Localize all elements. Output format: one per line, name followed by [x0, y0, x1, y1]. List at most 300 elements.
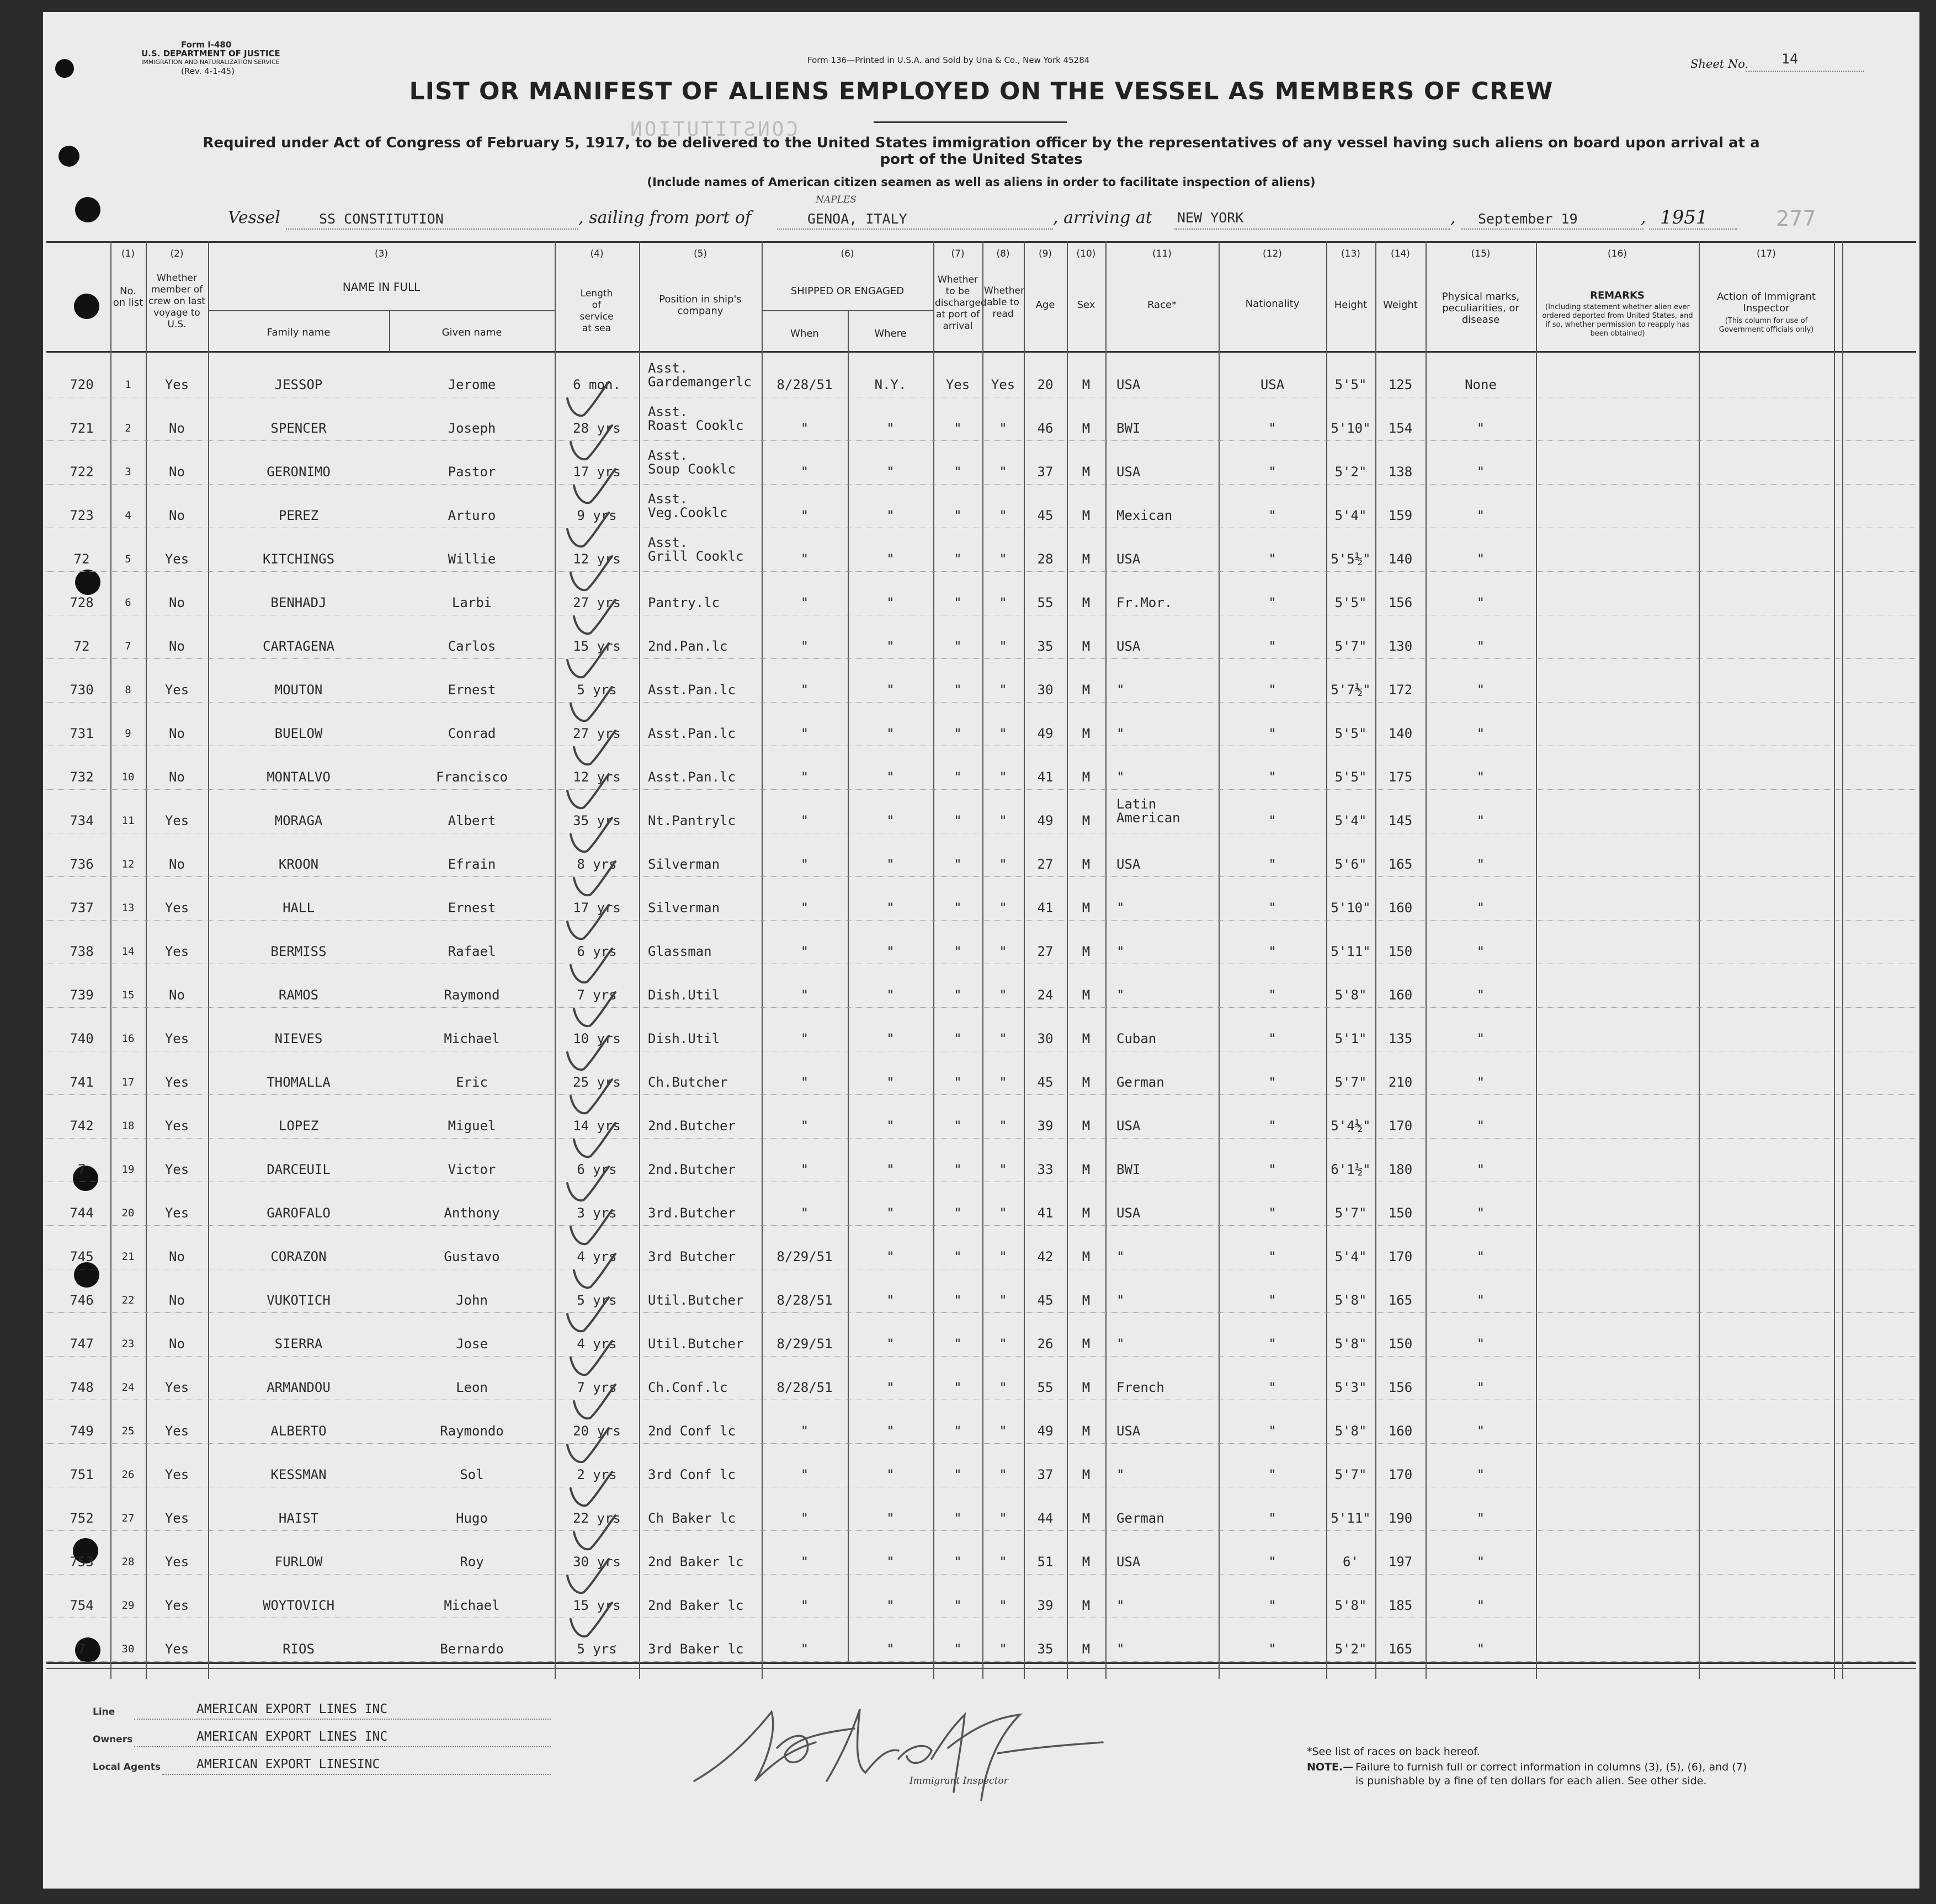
weight: 170: [1388, 1249, 1413, 1264]
header-where: Where: [874, 328, 907, 339]
shipped-when: ": [800, 508, 809, 523]
row-number: 23: [121, 1338, 135, 1350]
shipped-when: 8/29/51: [776, 1336, 833, 1352]
height: 5'8": [1334, 1423, 1367, 1439]
check-mark-icon: [571, 556, 612, 590]
check-mark-icon: [571, 1341, 612, 1375]
race: ": [1116, 682, 1125, 698]
sex: M: [1082, 1380, 1091, 1395]
age: 27: [1037, 857, 1054, 872]
row-number: 28: [121, 1556, 135, 1568]
vessel-name: SS CONSTITUTION: [319, 211, 444, 227]
given-name: Jerome: [448, 377, 496, 392]
weight: 140: [1388, 551, 1413, 567]
able-to-read: ": [999, 1467, 1007, 1482]
service-length: 7 yrs: [577, 987, 617, 1003]
row-number: 1: [125, 379, 131, 391]
family-name: GAROFALO: [267, 1205, 331, 1221]
row-number: 9: [125, 727, 131, 740]
shipped-when: ": [800, 987, 809, 1003]
weight: 138: [1388, 464, 1413, 480]
discharged: ": [954, 944, 962, 959]
physical-marks: ": [1476, 1423, 1485, 1439]
discharged: ": [954, 769, 962, 785]
able-to-read: ": [999, 682, 1007, 698]
prev-voyage: No: [169, 1336, 185, 1352]
shipped-where: ": [886, 1249, 895, 1264]
inspector-label: Immigrant Inspector: [910, 1775, 1008, 1786]
given-name: Efrain: [448, 857, 496, 872]
nationality: ": [1268, 1598, 1277, 1613]
check-mark-icon: [571, 687, 612, 721]
inspector-signature: [689, 1698, 1108, 1803]
ship-position: Silverman: [648, 900, 720, 916]
prev-voyage: No: [169, 857, 185, 872]
family-name: THOMALLA: [267, 1075, 331, 1090]
margin-number: 752: [70, 1511, 94, 1526]
physical-marks: ": [1476, 1162, 1485, 1177]
shipped-where: ": [886, 1293, 895, 1308]
col-num-12: (12): [1263, 248, 1282, 259]
race: USA: [1116, 857, 1141, 872]
col-num-10: (10): [1076, 248, 1096, 259]
height: 5'8": [1334, 1293, 1367, 1308]
line-value: AMERICAN EXPORT LINES INC: [196, 1702, 388, 1716]
family-name: CARTAGENA: [262, 639, 335, 654]
age: 33: [1037, 1162, 1054, 1177]
race: ": [1116, 1467, 1125, 1482]
nationality: ": [1268, 1031, 1277, 1046]
height: 5'7": [1334, 1205, 1367, 1221]
physical-marks: ": [1476, 1118, 1485, 1134]
physical-marks: ": [1476, 1641, 1485, 1657]
sex: M: [1082, 551, 1091, 567]
ship-position: 2nd Baker lc: [648, 1598, 744, 1613]
ship-position: Dish.Util: [648, 1031, 720, 1046]
local-agents-label: Local Agents: [93, 1762, 161, 1773]
service-length: 5 yrs: [577, 1641, 617, 1657]
prev-voyage: Yes: [164, 1423, 189, 1439]
given-name: Conrad: [448, 726, 496, 741]
prev-voyage: No: [169, 726, 185, 741]
check-mark-icon: [567, 382, 609, 416]
able-to-read: ": [999, 900, 1007, 916]
row-number: 17: [121, 1076, 135, 1088]
shipped-when: ": [800, 1511, 809, 1526]
margin-number: 730: [70, 682, 94, 698]
weight: 170: [1388, 1118, 1413, 1134]
check-mark-icon: [571, 1079, 612, 1113]
age: 45: [1037, 1075, 1054, 1090]
height: 5'5": [1334, 595, 1367, 610]
physical-marks: ": [1476, 987, 1485, 1003]
age: 45: [1037, 508, 1054, 523]
margin-number: 745: [70, 1249, 94, 1264]
check-mark-icon: [574, 600, 615, 634]
discharged: Yes: [945, 377, 970, 392]
able-to-read: ": [999, 1118, 1007, 1134]
able-to-read: ": [999, 551, 1007, 567]
shipped-when: ": [800, 1467, 809, 1482]
age: 51: [1037, 1554, 1054, 1570]
ship-position: Ch.Butcher: [648, 1075, 728, 1090]
prev-voyage: Yes: [164, 1598, 189, 1613]
nationality: ": [1268, 1249, 1277, 1264]
row-number: 7: [125, 640, 131, 652]
col-num-7: (7): [951, 248, 965, 259]
row-number: 14: [121, 945, 135, 958]
row-number: 26: [121, 1469, 135, 1481]
able-to-read: ": [999, 1205, 1007, 1221]
shipped-when: ": [800, 595, 809, 610]
header-remarks: REMARKS: [1590, 290, 1645, 301]
race: USA: [1116, 1118, 1141, 1134]
races-note: *See list of races on back hereof.: [1307, 1746, 1480, 1758]
header-race: Race*: [1147, 299, 1177, 311]
margin-number: 747: [70, 1336, 94, 1352]
header-given-name: Given name: [442, 327, 502, 338]
margin-number: 751: [70, 1467, 94, 1482]
nationality: ": [1268, 1554, 1277, 1570]
check-mark-icon: [567, 1036, 609, 1070]
race: German: [1116, 1075, 1164, 1090]
weight: 160: [1388, 1423, 1413, 1439]
given-name: John: [456, 1293, 488, 1308]
weight: 159: [1388, 508, 1413, 523]
owners-label: Owners: [93, 1734, 133, 1745]
given-name: Ernest: [448, 682, 496, 698]
height: 5'5": [1334, 377, 1367, 392]
local-agents-value: AMERICAN EXPORT LINESINC: [196, 1757, 380, 1772]
margin-number: 748: [70, 1380, 94, 1395]
ship-position: Asst.Pan.lc: [648, 726, 736, 741]
given-name: Michael: [444, 1598, 500, 1613]
sex: M: [1082, 682, 1091, 698]
margin-number: 7: [77, 1162, 86, 1177]
col-num-17: (17): [1757, 248, 1776, 259]
sex: M: [1082, 813, 1091, 828]
able-to-read: ": [999, 1423, 1007, 1439]
margin-number: 720: [70, 377, 94, 392]
able-to-read: ": [999, 944, 1007, 959]
margin-number: 742: [70, 1118, 94, 1134]
given-name: Pastor: [448, 464, 496, 480]
family-name: HALL: [283, 900, 315, 916]
age: 55: [1037, 1380, 1054, 1395]
shipped-when: ": [800, 1075, 809, 1090]
row-number: 27: [121, 1512, 135, 1524]
able-to-read: ": [999, 857, 1007, 872]
subtitle-3: (Include names of American citizen seamen as well as aliens in order to facilitate inspection of aliens): [647, 175, 1316, 189]
given-name: Victor: [448, 1162, 496, 1177]
margin-number: 72: [73, 639, 90, 654]
height: 6': [1343, 1554, 1359, 1570]
service-length: 25 yrs: [573, 1075, 621, 1090]
shipped-when: ": [800, 944, 809, 959]
able-to-read: ": [999, 1380, 1007, 1395]
shipped-when: ": [800, 682, 809, 698]
prev-voyage: Yes: [164, 1641, 189, 1657]
sex: M: [1082, 1205, 1091, 1221]
able-to-read: Yes: [991, 377, 1015, 392]
able-to-read: ": [999, 464, 1007, 480]
service-length: 28 yrs: [573, 421, 621, 436]
service-length: 15 yrs: [573, 1598, 621, 1613]
ship-position: Util.Butcher: [648, 1336, 744, 1352]
prev-voyage: No: [169, 1293, 185, 1308]
sex: M: [1082, 1554, 1091, 1570]
service-length: 17 yrs: [573, 464, 621, 480]
physical-marks: ": [1476, 551, 1485, 567]
check-mark-icon: [574, 1385, 615, 1418]
weight: 165: [1388, 1293, 1413, 1308]
family-name: KROON: [278, 857, 319, 872]
row-number: 10: [121, 771, 135, 783]
nationality: ": [1268, 1293, 1277, 1308]
height: 5'5": [1334, 769, 1367, 785]
given-name: Ernest: [448, 900, 496, 916]
sheet-label: Sheet No.: [1690, 57, 1749, 71]
ship-position: Asst. Soup Cooklc: [648, 448, 736, 477]
header-able-to-read: Whether able to read: [984, 285, 1024, 320]
shipped-when: ": [800, 857, 809, 872]
family-name: LOPEZ: [278, 1118, 319, 1134]
shipped-where: ": [886, 1598, 895, 1613]
weight: 170: [1388, 1467, 1413, 1482]
service-length: 30 yrs: [573, 1554, 621, 1570]
weight: 125: [1388, 377, 1413, 392]
discharged: ": [954, 1511, 962, 1526]
owners-value: AMERICAN EXPORT LINES INC: [196, 1730, 388, 1744]
col-num-14: (14): [1391, 248, 1410, 259]
service-length: 12 yrs: [573, 769, 621, 785]
nationality: ": [1268, 551, 1277, 567]
note-line-1: Failure to furnish full or correct information in columns (3), (5), (6), and (7): [1355, 1761, 1747, 1773]
shipped-where: ": [886, 1423, 895, 1439]
shipped-where: ": [886, 1031, 895, 1046]
height: 5'2": [1334, 1641, 1367, 1657]
discharged: ": [954, 464, 962, 480]
shipped-where: ": [886, 769, 895, 785]
given-name: Eric: [456, 1075, 488, 1090]
prev-voyage: Yes: [164, 682, 189, 698]
ship-position: Dish.Util: [648, 987, 720, 1003]
header-position: Position in ship's company: [659, 294, 742, 317]
height: 5'7": [1334, 639, 1367, 654]
check-mark-icon: [571, 949, 612, 982]
age: 30: [1037, 1031, 1054, 1046]
able-to-read: ": [999, 813, 1007, 828]
given-name: Joseph: [448, 421, 496, 436]
height: 5'8": [1334, 987, 1367, 1003]
service: IMMIGRATION AND NATURALIZATION SERVICE: [141, 58, 280, 66]
prev-voyage: No: [169, 987, 185, 1003]
able-to-read: ": [999, 1293, 1007, 1308]
col-num-8: (8): [996, 248, 1010, 259]
nationality: ": [1268, 1423, 1277, 1439]
col-num-4: (4): [590, 248, 604, 259]
race: German: [1116, 1511, 1164, 1526]
printer-line: Form 136—Printed in U.S.A. and Sold by Una & Co., New York 45284: [807, 55, 1090, 65]
height: 5'6": [1334, 857, 1367, 872]
row-number: 22: [121, 1294, 135, 1306]
given-name: Carlos: [448, 639, 496, 654]
race: ": [1116, 987, 1125, 1003]
col-num-13: (13): [1341, 248, 1360, 259]
margin-number: 72: [73, 551, 90, 567]
note-line-2: is punishable by a fine of ten dollars for each alien. See other side.: [1355, 1775, 1707, 1787]
check-mark-icon: [571, 818, 612, 852]
margin-number: 732: [70, 769, 94, 785]
race: Cuban: [1116, 1031, 1157, 1046]
prev-voyage: Yes: [164, 551, 189, 567]
physical-marks: ": [1476, 421, 1485, 436]
physical-marks: ": [1476, 1075, 1485, 1090]
shipped-when: ": [800, 726, 809, 741]
given-name: Arturo: [448, 508, 496, 523]
col-num-2: (2): [170, 248, 184, 259]
header-shipped-engaged: SHIPPED OR ENGAGED: [790, 285, 905, 297]
service-length: 27 yrs: [573, 595, 621, 610]
given-name: Sol: [460, 1467, 484, 1482]
prev-voyage: Yes: [164, 1511, 189, 1526]
discharged: ": [954, 1118, 962, 1134]
family-name: HAIST: [278, 1511, 319, 1526]
nationality: ": [1268, 987, 1277, 1003]
family-name: ARMANDOU: [267, 1380, 331, 1395]
manifest-sheet: Form I-480 U.S. DEPARTMENT OF JUSTICE IMMIGRATION AND NATURALIZATION SERVICE (Rev. 4-1-45) Form 136—Printed in U.S.A. and Sold by Una & Co., New York 45284 Sheet No. 14 LIST OR MANIFEST OF ALIENS EMPLOYED ON THE VESSEL AS MEMBERS OF CREW CONSTITUTION Required under Act of Congress of February 5, 1917, to be delivered to the United States immigration officer by the representatives of any vessel having such aliens on board upon arrival at a port of the United States (Include names of American citizen seamen as well as aliens in order to facilitate inspection of aliens) Vessel SS CONSTITUTION , sailing from port of NAPLES GENOA, ITALY , arriving at NEW YORK , September 19 , 1951 277 (1) (2) (3) (4) (5) (6) (7) (8) (9) (10) (11) (12) (13) (14) (15) (16) (17) No. on list Whether member of crew on last voyage to U.S. NAME IN FULL Family name Given name Length of service at sea Position in ship's company SHIPPED OR ENGAGED When Where Whether to be discharged at port of arrival Whether able to read Age Sex Race* Nationality Height Weight Physical marks, peculiarities, or disease REMARKS (Including statement whether alien ever ordered deported from United States, and if so, whether permission to reapply has been obtained) Action of Immigrant Inspector (This column for use of Government officials only) 720 1 Yes JESSOP Jerome 6 mon. Asst. Gardemangerlc 8/28/51 N.Y. Yes Yes 20 M USA USA 5'5" 125 None 721 2 No SPENCER Joseph 28 yrs Asst. Roast Cooklc " " " " 46 M BWI " 5'10" 154 " 722 3 No GERONIMO Pastor 17 yrs Asst. Soup Cooklc " " " " 37 M USA " 5'2" 138 " 723 4 No PEREZ Arturo 9 yrs Asst. Veg.Cooklc " " " " 45 M Mexican " 5'4" 159 " 72 5 Yes KITCHINGS Willie 12 yrs Asst. Grill Cooklc " " " " 28 M USA " 5'5½" 140 " 728 6 No BENHADJ Larbi 27 yrs Pantry.lc " " " " 55 M Fr.Mor. " 5'5" 156 " 72 7 No CARTAGENA Carlos 15 yrs 2nd.Pan.lc " " " " 35 M USA " 5'7" 130 " 730 8 Yes MOUTON Ernest 5 yrs Asst.Pan.lc " " " " 30 M " " 5'7½" 172 " 731 9 No BUELOW Conrad 27 yrs Asst.Pan.lc " " " " 49 M " " 5'5" 140 " 732 10 No MONTALVO Francisco 12 yrs Asst.Pan.lc " " " " 41 M " " 5'5" 175 " 734 11 Yes MORAGA Albert 35 yrs Nt.Pantrylc " " " " 49 M Latin American " 5'4" 145 " 736 12 No KROON Efrain 8 yrs Silverman " " " " 27 M USA " 5'6" 165 " 737 13 Yes HALL Ernest 17 yrs Silverman " " " " 41 M " " 5'10" 160 " 738 14 Yes BERMISS Rafael 6 yrs Glassman " " " " 27 M " " 5'11" 150 " 739 15 No RAMOS Raymond 7 yrs Dish.Util " " " " 24 M " " 5'8" 160 " 740 16 Yes NIEVES Michael 10 yrs Dish.Util " " " " 30 M Cuban " 5'1" 135 " 741 17 Yes THOMALLA Eric 25 yrs Ch.Butcher " " " " 45 M German " 5'7" 210 " 742 18 Yes LOPEZ Miguel 14 yrs 2nd.Butcher " " " " 39 M USA " 5'4½" 170 " 7 19 Yes DARCEUIL Victor 6 yrs 2nd.Butcher " " " " 33 M BWI " 6'1½" 180 " 744 20 Yes GAROFALO Anthony 3 yrs 3rd.Butcher " " " " 41 M USA " 5'7" 150 " 745 21 No CORAZON Gustavo 4 yrs 3rd Butcher 8/29/51 " " " 42 M " " 5'4" 170 " 746 22 No VUKOTICH John 5 yrs Util.Butcher 8/28/51 " " " 45 M " " 5'8" 165 " 747 23 No SIERRA Jose 4 yrs Util.Butcher 8/29/51 " " " 26 M " " 5'8" 150 " 748 24 Yes ARMANDOU Leon 7 yrs Ch.Conf.lc 8/28/51 " " " 55 M French " 5'3" 156 " 749 25 Yes ALBERTO Raymondo 20 yrs 2nd Conf lc " " " " 49 M USA " 5'8" 160 " 751 26 Yes KESSMAN Sol 2 yrs 3rd Conf lc " " " " 37 M " " 5'7" 170 " 752 27 Yes HAIST Hugo 22 yrs Ch Baker lc " " " " 44 M German " 5'11" 190 " 753 28 Yes FURLOW Roy 30 yrs 2nd Baker lc " " " " 51 M USA " 6' 197 " 754 29 Yes WOYTOVICH Michael 15 yrs 2nd Baker lc " " " " 39 M " " 5'8" 185 " 7 30 Yes RIOS Bernardo 5 yrs 3rd Baker lc " " " " 35 M " " 5'2" 165 " Line AMERICAN EXPORT LINES INC Owners AMERICAN EXPORT LINES INC Local Agents AMERICAN EXPORT LINESINC Immigrant Inspector *See list of races on back hereof. NOTE.— Failure to furnish full or correct information in columns (3), (5), (6), and (7) is punishable by a fine of ten dollars for each alien. See other side.: [43, 12, 1919, 1889]
prev-voyage: No: [169, 508, 185, 523]
service-length: 8 yrs: [577, 857, 617, 872]
service-length: 5 yrs: [577, 682, 617, 698]
col-num-3: (3): [374, 248, 389, 259]
race: USA: [1116, 464, 1141, 480]
arrival-date: September 19: [1478, 211, 1578, 227]
race: ": [1116, 1598, 1125, 1613]
prev-voyage: Yes: [164, 900, 189, 916]
header-nationality: Nationality: [1245, 298, 1300, 310]
nationality: USA: [1260, 377, 1285, 392]
check-mark-icon: [574, 1254, 615, 1288]
shipped-where: ": [886, 639, 895, 654]
given-name: Roy: [460, 1554, 484, 1570]
sex: M: [1082, 769, 1091, 785]
prev-voyage: Yes: [164, 1075, 189, 1090]
height: 5'4": [1334, 1249, 1367, 1264]
race: Latin American: [1116, 796, 1180, 826]
prev-voyage: No: [169, 639, 185, 654]
service-length: 2 yrs: [577, 1467, 617, 1482]
age: 55: [1037, 595, 1054, 610]
age: 37: [1037, 1467, 1054, 1482]
family-name: MONTALVO: [267, 769, 331, 785]
punch-hole: [75, 570, 100, 595]
service-length: 14 yrs: [573, 1118, 621, 1134]
nationality: ": [1268, 900, 1277, 916]
ship-position: Util.Butcher: [648, 1293, 744, 1308]
row-number: 16: [121, 1033, 135, 1045]
col-num-9: (9): [1038, 248, 1052, 259]
race: USA: [1116, 1554, 1141, 1570]
prev-voyage: Yes: [164, 1031, 189, 1046]
ship-position: Silverman: [648, 857, 720, 872]
margin-number: 723: [70, 508, 94, 523]
given-name: Gustavo: [444, 1249, 500, 1264]
shipped-when: ": [800, 1423, 809, 1439]
able-to-read: ": [999, 639, 1007, 654]
height: 5'7": [1334, 1075, 1367, 1090]
family-name: KESSMAN: [270, 1467, 327, 1482]
shipped-where: ": [886, 857, 895, 872]
discharged: ": [954, 1641, 962, 1657]
race: ": [1116, 1293, 1125, 1308]
given-name: Anthony: [444, 1205, 500, 1221]
physical-marks: ": [1476, 639, 1485, 654]
sex: M: [1082, 1249, 1091, 1264]
ship-position: Asst. Gardemangerlc: [648, 360, 752, 390]
able-to-read: ": [999, 1641, 1007, 1657]
age: 45: [1037, 1293, 1054, 1308]
given-name: Albert: [448, 813, 496, 828]
sex: M: [1082, 1467, 1091, 1482]
sex: M: [1082, 1293, 1091, 1308]
check-mark-icon: [574, 861, 615, 895]
shipped-when: 8/29/51: [776, 1249, 833, 1264]
punch-hole: [75, 197, 100, 222]
discharged: ": [954, 639, 962, 654]
sex: M: [1082, 1118, 1091, 1134]
row-number: 4: [125, 509, 131, 522]
weight: 150: [1388, 1205, 1413, 1221]
form-number: Form I-480: [181, 40, 232, 50]
family-name: PEREZ: [278, 508, 319, 523]
weight: 210: [1388, 1075, 1413, 1090]
height: 5'5": [1334, 726, 1367, 741]
row-number: 12: [121, 858, 135, 870]
height: 5'3": [1334, 1380, 1367, 1395]
height: 5'10": [1331, 421, 1371, 436]
service-length: 6 yrs: [577, 944, 617, 959]
header-name-in-full: NAME IN FULL: [342, 280, 421, 294]
nationality: ": [1268, 1511, 1277, 1526]
given-name: Leon: [456, 1380, 488, 1395]
ship-position: Asst.Pan.lc: [648, 769, 736, 785]
shipped-when: ": [800, 813, 809, 828]
shipped-where: ": [886, 508, 895, 523]
able-to-read: ": [999, 1162, 1007, 1177]
race: USA: [1116, 1205, 1141, 1221]
shipped-when: 8/28/51: [776, 1293, 833, 1308]
shipped-where: ": [886, 595, 895, 610]
age: 49: [1037, 813, 1054, 828]
margin-number: 728: [70, 595, 94, 610]
height: 5'8": [1334, 1598, 1367, 1613]
nationality: ": [1268, 1075, 1277, 1090]
age: 37: [1037, 464, 1054, 480]
margin-number: 722: [70, 464, 94, 480]
row-number: 24: [121, 1381, 135, 1394]
sex: M: [1082, 1031, 1091, 1046]
col-num-1: (1): [121, 248, 135, 259]
weight: 197: [1388, 1554, 1413, 1570]
family-name: WOYTOVICH: [262, 1598, 335, 1613]
race: ": [1116, 1336, 1125, 1352]
weight: 150: [1388, 1336, 1413, 1352]
discharged: ": [954, 1031, 962, 1046]
sex: M: [1082, 1423, 1091, 1439]
able-to-read: ": [999, 1031, 1007, 1046]
arriving-label: , arriving at: [1053, 208, 1152, 227]
